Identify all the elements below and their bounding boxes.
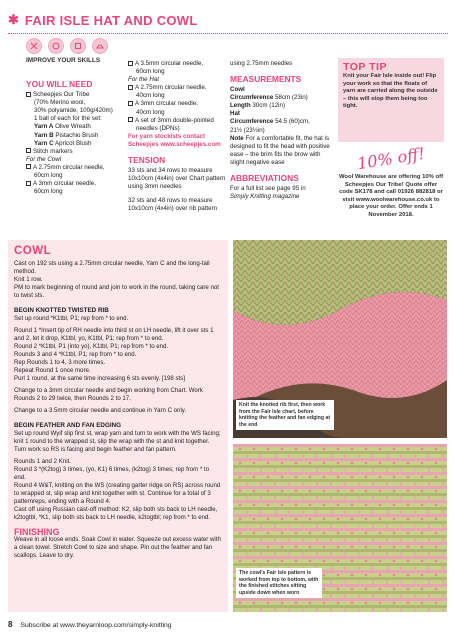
needle-item: A 2.75mm circular needle, [26, 164, 126, 172]
checkbox-icon [128, 61, 133, 66]
round-1: Round 1 *Insert tip of RH needle into third st on LH needle, lift it over sts 1 and 2, let it drop, K1tbl, yo, K1tbl, P1; rep from * to end. [14, 327, 214, 342]
join-round-text: PM to mark beginning of round and join to work in the round, taking care not to twist sts. [14, 284, 219, 299]
tension-text-2: 32 sts and 48 rows to measure 10x10cm (4x4in) over rib pattern [128, 197, 218, 213]
checkbox-icon [26, 92, 31, 97]
checkbox-icon [128, 85, 133, 90]
page-title: FAIR ISLE HAT AND COWL [24, 12, 198, 28]
abbreviations-text: For a full list see page 95 in [230, 185, 306, 193]
offer-box [338, 145, 444, 255]
top-tip-body: Knit your Fair Isle inside out! Flip your work so that the floats of yarn are carried along the outside – this will stop them being too tight. [343, 73, 438, 110]
yarn-b: Yarn B Pistachio Brush [34, 131, 99, 139]
hat-circumference: Circumference 54.5 (60)cm, [230, 118, 310, 126]
cowl-heading: COWL [14, 245, 52, 257]
for-hat-label: For the Hat [128, 76, 159, 84]
setup-round: Set up round *K1tbl, P1; rep from * to end. [14, 315, 129, 322]
needles-icon [26, 38, 42, 54]
yarn-ball-icon [48, 38, 64, 54]
yarn-item: Scheepjes Our Tribe [26, 91, 126, 99]
yarn-quantity: 1 ball of each for the set: [34, 115, 102, 123]
finishing-text: Weave in all loose ends. Soak Cowl in water. Squeeze out excess water with a clean towel. Stretch Cowl to size and shape. Pin out the feather and fan scallops. Leave to dry. [14, 536, 221, 559]
cowl-circumference: Circumference 58cm (23in) [230, 94, 308, 102]
cast-on-text: Cast on 192 sts using a 2.75mm circular needle, Yarn C and the long-tail method. [14, 260, 210, 275]
purl-round-text: Purl 1 round, at the same time increasing 6 sts evenly. [198 sts] [14, 375, 185, 382]
checkbox-icon [26, 181, 31, 186]
caption-top: Knit the knotted rib first, then work from the Fair Isle chart, before knitting the feather and fan edging at the end [236, 400, 334, 430]
needle-length: 60cm long [136, 68, 165, 76]
skills-label: IMPROVE YOUR SKILLS [26, 57, 101, 64]
needle-length: 60cm long [34, 172, 63, 180]
tension-text-1: 33 sts and 34 rows to measure 10x10cm (4x4in) over Chart pattern using 3mm needles [128, 167, 226, 191]
hat-icon [92, 38, 108, 54]
change-needle-text: Change to a 3.5mm circular needle and continue in Yarn C only. [14, 407, 187, 414]
yarn-composition-2: 30% polyamide, 100g/420m) [34, 107, 113, 115]
abbreviations-heading: ABBREVIATIONS [230, 173, 299, 184]
skills-icons [26, 38, 126, 54]
cowl-pattern-panel [8, 240, 228, 612]
finishing-heading: FINISHING [14, 527, 60, 537]
for-cowl-label: For the Cowl [26, 155, 62, 163]
rib-heading: BEGIN KNOTTED TWISTED RIB [14, 307, 109, 314]
hat-label: Hat [230, 110, 240, 118]
yarn-composition: (70% Merino wool, [34, 99, 86, 107]
needle-length: 60cm long [34, 188, 63, 196]
feather-heading: BEGIN FEATHER AND FAN EDGING [14, 422, 122, 429]
top-tip-title: TOP TIP [343, 61, 387, 73]
yarn-a: Yarn A Olive Wreath [34, 123, 91, 131]
you-will-need-heading: YOU WILL NEED [26, 79, 93, 90]
tension-heading: TENSION [128, 155, 166, 166]
page-number: 8 [8, 620, 13, 629]
cowl-length: Length 30cm (12in) [230, 102, 286, 110]
hat-circumference-inches: 21½ (23½in) [230, 126, 265, 134]
repeat-text-2: Repeat Round 1 once more. [14, 367, 91, 374]
page-header [8, 10, 448, 30]
feather-round-3: Round 3 *(K2tog) 3 times, (yo, K1) 6 times, (k2tog) 3 times; rep from * to end. [14, 466, 210, 481]
needle-length: 40cm long [136, 92, 165, 100]
stitch-markers-item: Stitch markers [26, 148, 126, 156]
column-2 [128, 60, 230, 214]
needle-item: A 3.5mm circular needle, [128, 60, 230, 68]
asterisk-icon: ✱ [8, 12, 19, 27]
stockists-link[interactable]: Scheepjes www.scheepjes.com [128, 140, 221, 148]
subscribe-link[interactable]: Subscribe at www.theyarnloop.com/simply-knitting [20, 622, 172, 629]
yarn-c: Yarn C Apricot Blush [34, 139, 92, 147]
checkbox-icon [128, 117, 133, 122]
top-tip-box [338, 58, 444, 142]
tension-continued: using 2.75mm needles [230, 60, 293, 67]
abbreviations-magazine: Simply Knitting magazine [230, 193, 300, 201]
caption-bottom: The cowl's Fair Isle pattern is worked from top to bottom, with the finished stitches sitting upside down when worn [236, 568, 322, 598]
checkbox-icon [128, 101, 133, 106]
needle-item: A 3mm circular needle, [128, 100, 230, 108]
repeat-text-1: Rep Rounds 1 to 4, 3 more times. [14, 359, 106, 366]
pattern-icon [70, 38, 86, 54]
feather-rounds-1-2: Rounds 1 and 2 Knit. [14, 458, 71, 465]
dpn-detail: needles (DPNs) [136, 124, 180, 132]
checkbox-icon [26, 148, 31, 153]
measurements-heading: MEASUREMENTS [230, 74, 302, 85]
needle-item: A 3mm circular needle, [26, 180, 126, 188]
stockists-label: For yarn stockists contact [128, 132, 206, 140]
hat-note: Note For a comfortable fit, the hat is designed to fit the head with positive ease – the brim fits the brow with slight negative ease [230, 134, 330, 166]
chart-instructions: Change to a 3mm circular needle and begin working from Chart. Work Rounds 2 to 29 twice, then Rounds 2 to 17. [14, 387, 203, 402]
round-2: Round 2 *K1tbl, P1 (into yo), K1tbl, P1; rep from * to end. [14, 343, 169, 350]
offer-text: Wool Warehouse are offering 10% off Scheepjes Our Tribe! Quote offer code SK178 and call 01926 882818 or visit www.woolwarehouse.co.uk to place your order. Offer ends 1 November 2018. [338, 174, 444, 218]
column-1 [26, 38, 126, 196]
checkbox-icon [26, 164, 31, 169]
needle-length: 40cm long [136, 108, 165, 116]
column-3 [230, 60, 334, 201]
offer-headline: 10% off! [355, 143, 427, 174]
knit-row-text: Knit 1 row. [14, 276, 43, 283]
rounds-3-4: Rounds 3 and 4 *K1tbl, P1; rep from * to end. [14, 351, 137, 358]
dpn-item: A set of 3mm double-pointed [128, 117, 230, 125]
feather-setup: Set up round Wyif slip first st, wrap yarn and turn to work with the WS facing; knit 1 round to the wrapped st, slip the wrap with the st and knit together. Turn work so RS is facing and begin feather and fan pattern. [14, 430, 221, 453]
page-footer [8, 620, 172, 629]
header-divider [8, 33, 448, 34]
cast-off-text: Cast off using Russian cast-off method: K2, slip both sts back to LH needle, k2togtbl, *K1, slip both sts back to LH needle, k2togtbl; rep from * to end. [14, 506, 218, 521]
cowl-label: Cowl [230, 86, 245, 94]
needle-item: A 2.75mm circular needle, [128, 84, 230, 92]
feather-round-4: Round 4 W&T, knitting on the WS (creating garter ridge on RS) across round to wrapped st, slip wrap and knit together with st. Continue for a total of 3 patternreps, ending with a Round 4. [14, 482, 221, 505]
